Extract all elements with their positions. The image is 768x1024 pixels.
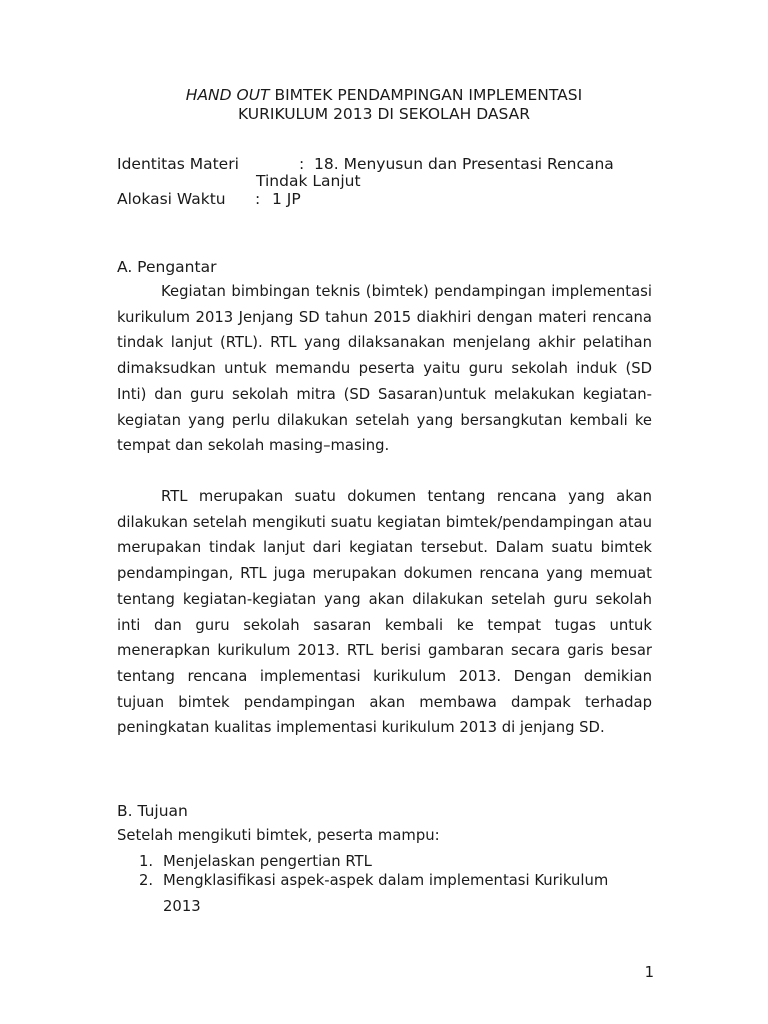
list-item: [117, 852, 657, 871]
materi-separator: :: [299, 155, 305, 173]
section-b-intro: Setelah mengikuti bimtek, peserta mampu:: [117, 827, 440, 844]
section-a-heading: A. Pengantar: [117, 258, 217, 276]
title-line-2: KURIKULUM 2013 DI SEKOLAH DASAR: [238, 105, 530, 123]
document-title: [100, 86, 668, 124]
section-a-paragraph-1: Kegiatan bimbingan teknis (bimtek) pendampingan implementasi kurikulum 2013 Jenjang SD tahun 2015 diakhiri dengan materi rencana tindak lanjut (RTL). RTL yang dilaksanakan menjelang akhir pelatihan dimaksudkan untuk memandu peserta yaitu guru sekolah induk (SD Inti) dan guru sekolah mitra (SD Sasaran)untuk melakukan kegiatan-kegiatan yang perlu dilakukan setelah yang bersangkutan kembali ke tempat dan sekolah masing–masing.: [117, 283, 652, 455]
title-rest-part: BIMTEK PENDAMPINGAN IMPLEMENTASI: [269, 86, 583, 104]
materi-value-line-2: Tindak Lanjut: [256, 172, 361, 190]
list-item-number: 2.: [139, 872, 154, 889]
title-line-1: [100, 86, 668, 105]
list-item-text: Mengklasifikasi aspek-aspek dalam implementasi Kurikulum: [163, 872, 609, 889]
page-number: 1: [644, 964, 654, 981]
waktu-label: Alokasi Waktu: [117, 190, 226, 208]
section-a-paragraph-2: RTL merupakan suatu dokumen tentang rencana yang akan dilakukan setelah mengikuti suatu kegiatan bimtek/pendampingan atau merupakan tindak lanjut dari kegiatan tersebut. Dalam suatu bimtek pendampingan, RTL juga merupakan dokumen rencana yang memuat tentang kegiatan-kegiatan yang akan dilakukan setelah guru sekolah inti dan guru sekolah sasaran kembali ke tempat tugas untuk menerapkan kurikulum 2013. RTL berisi gambaran secara garis besar tentang rencana implementasi kurikulum 2013. Dengan demikian tujuan bimtek pendampingan akan membawa dampak terhadap peningkatan kualitas implementasi kurikulum 2013 di jenjang SD.: [117, 488, 652, 737]
list-item: [117, 871, 657, 890]
materi-label: Identitas Materi: [117, 155, 239, 173]
section-b-heading: B. Tujuan: [117, 802, 188, 820]
waktu-separator: :: [255, 190, 261, 208]
list-item-number: 1.: [139, 853, 154, 870]
objectives-list: [117, 852, 657, 890]
title-italic-part: HAND OUT: [185, 86, 270, 104]
list-item-continuation: 2013: [163, 898, 201, 915]
identity-materi: [117, 155, 239, 174]
list-item-text: Menjelaskan pengertian RTL: [163, 853, 372, 870]
materi-value-line-1: 18. Menyusun dan Presentasi Rencana: [314, 155, 614, 173]
waktu-value: 1 JP: [272, 190, 301, 208]
